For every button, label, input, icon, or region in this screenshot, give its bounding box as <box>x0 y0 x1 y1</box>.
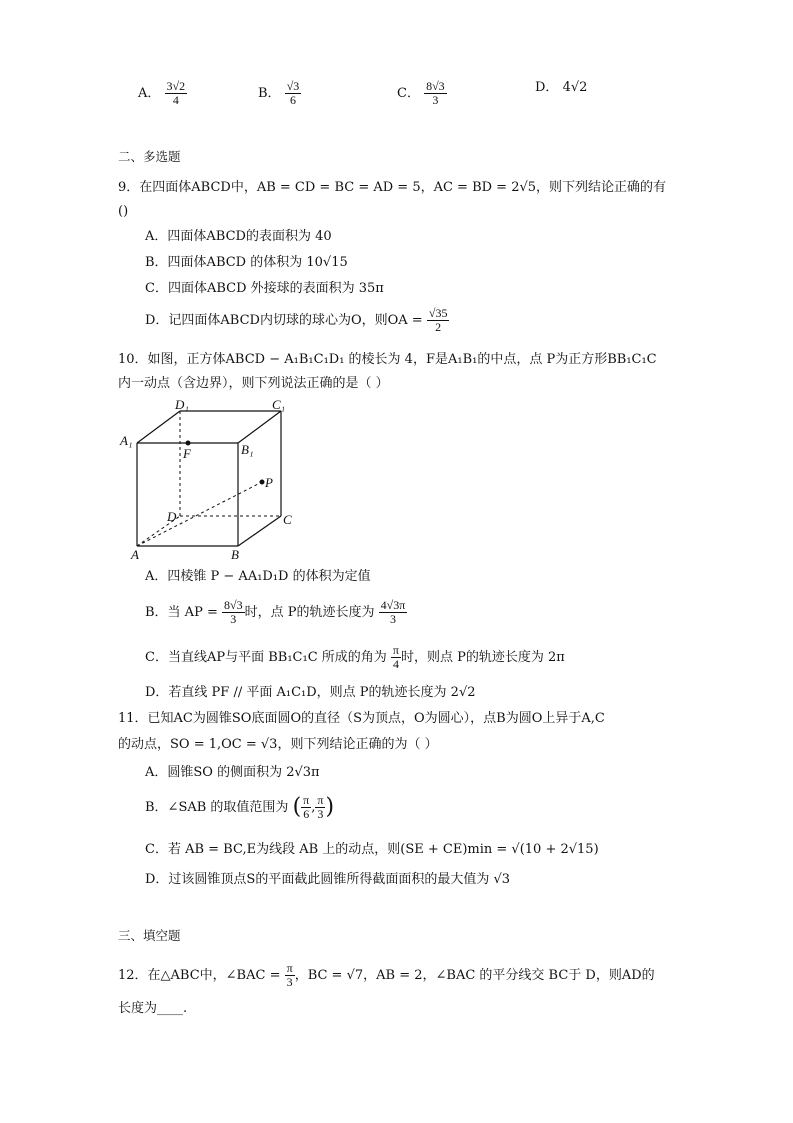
q10-option-b-fraction-ap: $\frac{8√3}{3}$ <box>224 598 243 626</box>
q11-b-fraction-high: $\frac{\pi}{3}$ <box>317 793 324 821</box>
segment-a-p <box>137 482 262 546</box>
q8-option-a: A． $\frac{3√2}{4}$ <box>138 79 186 107</box>
q8-option-c: C． $\frac{8√3}{3}$ <box>397 79 445 107</box>
q11-option-b: B．∠SAB 的取值范围为 ( $\frac{\pi}{6}$ , $\frac{\pi}{3}$ ) <box>145 793 335 821</box>
q8-option-a-fraction: $\frac{3√2}{4}$ <box>166 79 186 107</box>
q11-option-d: D．过该圆锥顶点S的平面截此圆锥所得截面面积的最大值为 √3 <box>145 872 511 887</box>
q8-option-d: D． 4√2 <box>535 80 588 95</box>
q10-stem-line2: 内一动点（含边界），则下列说法正确的是（ ） <box>118 376 389 391</box>
section-title-multiple-choice: 二、多选题 <box>118 149 181 164</box>
point-p <box>260 480 265 485</box>
q10-stem-line1: 10．如图，正方体ABCD − A₁B₁C₁D₁ 的棱长为 4，F是A₁B₁的中点，点 P为正方形BB₁C₁C <box>118 352 657 367</box>
q12-fraction: $\frac{\pi}{3}$ <box>286 961 293 989</box>
q11-b-close-paren: ) <box>325 794 335 820</box>
q8-option-b-fraction: $\frac{√3}{6}$ <box>286 79 300 107</box>
q11-stem-line1: 11．已知AC为圆锥SO底面圆O的直径（S为顶点，O为圆心），点B为圆O上异于A,C <box>118 711 605 726</box>
label-f: F <box>183 446 191 461</box>
q10-option-c: C．当直线AP与平面 BB₁C₁C 所成的角为 $\frac{\pi}{4}$ 时，则点 P的轨迹长度为 2π <box>145 643 565 671</box>
q9-option-d-fraction: $\frac{√35}{2}$ <box>428 306 448 334</box>
q9-stem-line2: () <box>118 204 129 219</box>
cube-figure <box>118 398 318 566</box>
q11-b-comma: , <box>311 800 316 815</box>
label-b1: B₁ <box>241 442 254 457</box>
q10-option-a: A．四棱锥 P − AA₁D₁D 的体积为定值 <box>145 569 371 584</box>
label-a1: A₁ <box>120 433 133 448</box>
q11-stem-line2: 的动点，SO = 1,OC = √3，则下列结论正确的为（ ） <box>118 737 438 752</box>
q12-line1: 12．在△ABC中，∠BAC = $\frac{\pi}{3}$ ，BC = √7，AB = 2，∠BAC 的平分线交 BC于 D，则AD的 <box>118 961 655 989</box>
q11-option-c: C．若 AB = BC,E为线段 AB 上的动点，则(SE + CE)min = √(10 + 2√15) <box>145 842 599 857</box>
q10-option-b: B．当 AP = $\frac{8√3}{3}$ 时，点 P的轨迹长度为 $\frac{4√3\pi}{3}$ <box>145 598 406 626</box>
q8-option-b: B． $\frac{√3}{6}$ <box>258 79 300 107</box>
label-b: B <box>231 547 239 562</box>
q8-option-c-fraction: $\frac{8√3}{3}$ <box>426 79 445 107</box>
section-title-fill-in: 三、填空题 <box>118 928 181 943</box>
q11-b-fraction-low: $\frac{\pi}{6}$ <box>303 793 310 821</box>
q12-line2: 长度为____. <box>118 1001 188 1016</box>
q9-option-b: B．四面体ABCD 的体积为 10√15 <box>145 255 348 270</box>
label-d1: D₁ <box>175 398 189 412</box>
label-a: A <box>131 547 139 562</box>
point-f <box>186 441 191 446</box>
q9-option-a: A．四面体ABCD的表面积为 40 <box>145 229 332 244</box>
label-c1: C₁ <box>272 398 286 412</box>
edge-b-c <box>238 516 281 546</box>
edge-b1-c1 <box>238 411 281 443</box>
q11-b-open-paren: ( <box>292 794 302 820</box>
q9-option-c: C．四面体ABCD 外接球的表面积为 35π <box>145 281 384 296</box>
q11-option-a: A．圆锥SO 的侧面积为 2√3π <box>145 765 320 780</box>
q9-option-d: D．记四面体ABCD内切球的球心为O，则OA = $\frac{√35}{2}$ <box>145 306 448 334</box>
q10-option-c-fraction: $\frac{\pi}{4}$ <box>392 643 399 671</box>
q10-option-d: D．若直线 PF // 平面 A₁C₁D，则点 P的轨迹长度为 2√2 <box>145 685 476 700</box>
edge-a1-d1 <box>137 411 180 443</box>
q10-option-b-fraction-length: $\frac{4√3\pi}{3}$ <box>380 598 406 626</box>
label-p: P <box>265 475 273 490</box>
label-c: C <box>283 512 292 527</box>
label-d: D <box>167 509 177 524</box>
q9-stem-line1: 9．在四面体ABCD中，AB = CD = BC = AD = 5，AC = BD = 2√5，则下列结论正确的有 <box>118 180 667 195</box>
